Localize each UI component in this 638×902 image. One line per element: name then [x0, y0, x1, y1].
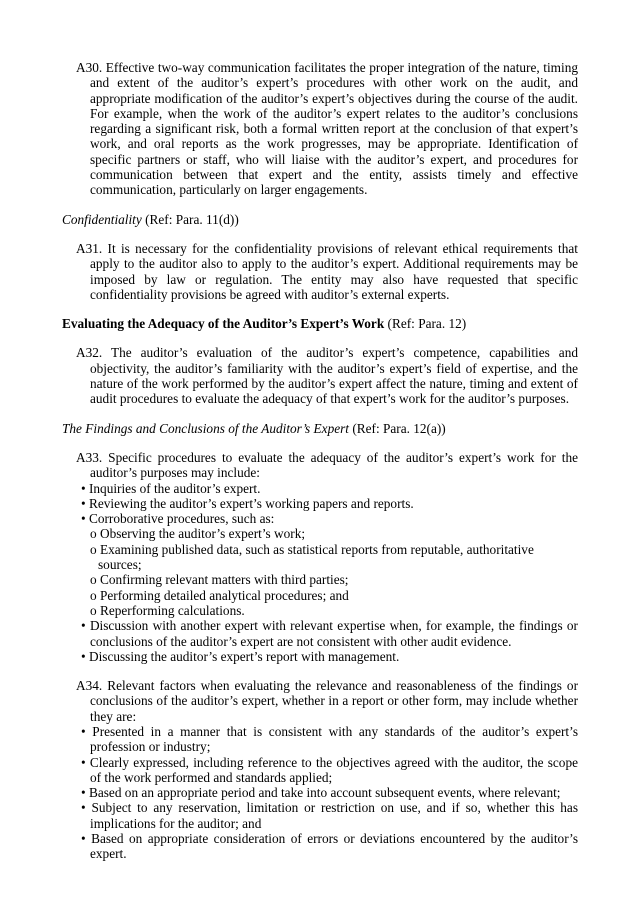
sub-list-item: o Reperforming calculations. — [90, 602, 245, 618]
heading-confidentiality — [62, 212, 578, 227]
heading-findings — [62, 421, 578, 436]
list-item: • Subject to any reservation, limitation or restriction on use, and if so, whether this has implications for the auditor; and — [81, 800, 578, 831]
a33-intro: A33. Specific procedures to evaluate the adequacy of the auditor’s expert’s work for the auditor’s purposes may include: — [76, 449, 578, 481]
paragraph-a32: A32. The auditor’s evaluation of the auditor’s expert’s competence, capabilities and objectivity, the auditor’s familiarity with the auditor’s expert’s field of expertise, and the nature of the work performed by the auditor’s expert affect the nature, timing and extent of audit procedures to evaluate the adequacy of that expert’s work for the auditor’s purposes. — [76, 345, 578, 407]
heading-ref: (Ref: Para. 12(a)) — [349, 420, 446, 436]
heading-ref: (Ref: Para. 11(d)) — [141, 211, 239, 227]
heading-title: Evaluating the Adequacy of the Auditor’s Expert’s Work — [62, 316, 385, 332]
paragraph-a34 — [62, 678, 578, 862]
list-item: • Discussing the auditor’s expert’s report with management. — [81, 648, 400, 664]
list-item: • Presented in a manner that is consistent with any standards of the auditor’s expert’s profession or industry; — [81, 723, 578, 755]
list-item: • Clearly expressed, including reference to the objectives agreed with the auditor, the scope of the work performed and standards applied; — [81, 754, 578, 785]
list-item: • Based on an appropriate period and take into account subsequent events, where relevant; — [81, 785, 561, 801]
list-item: • Based on appropriate consideration of errors or deviations encountered by the auditor’s expert. — [81, 831, 578, 862]
list-item: • Reviewing the auditor’s expert’s working papers and reports. — [81, 495, 414, 511]
list-item: • Inquiries of the auditor’s expert. — [81, 480, 261, 496]
paragraph-a31: A31. It is necessary for the confidentiality provisions of relevant ethical requirements that apply to the auditor also to apply to the auditor’s expert. Additional requirements may be imposed by law or regulation. The entity may also have requested that specific confidentiality provisions be agreed with auditor’s external experts. — [76, 240, 578, 302]
heading-title: Confidentiality — [62, 211, 142, 227]
sub-list-item: o Confirming relevant matters with third parties; — [90, 572, 349, 588]
paragraph-a33 — [62, 450, 578, 664]
heading-title: The Findings and Conclusions of the Auditor’s Expert — [62, 420, 349, 436]
heading-evaluating — [62, 316, 578, 331]
document-page — [62, 60, 578, 862]
list-item: • Corroborative procedures, such as: — [81, 511, 275, 527]
list-item: • Discussion with another expert with relevant expertise when, for example, the findings or conclusions of the auditor’s expert are not consistent with other audit evidence. — [81, 618, 578, 649]
heading-ref: (Ref: Para. 12) — [384, 316, 467, 332]
sub-list-item: o Performing detailed analytical procedures; and — [90, 587, 349, 603]
paragraph-a30: A30. Effective two-way communication facilitates the proper integration of the nature, timing and extent of the auditor’s expert’s procedures with other work on the audit, and appropriate modification of the auditor’s expert’s objectives during the course of the audit. For example, when the work of the auditor’s expert relates to the auditor’s conclusions regarding a significant risk, both a formal written report at the conclusion of that expert’s work, and oral reports as the work progresses, may be appropriate. Identification of specific partners or staff, who will liaise with the auditor’s expert, and procedures for communication between that expert and the entity, assists timely and effective communication, particularly on larger engagements. — [76, 60, 578, 198]
sub-list-item: o Examining published data, such as statistical reports from reputable, authoritative sources; — [90, 541, 534, 573]
a34-intro: A34. Relevant factors when evaluating the relevance and reasonableness of the findings or conclusions of the auditor’s expert, whether in a report or other form, may include whether they are: — [76, 678, 578, 724]
sub-list-item: o Observing the auditor’s expert’s work; — [90, 526, 306, 542]
